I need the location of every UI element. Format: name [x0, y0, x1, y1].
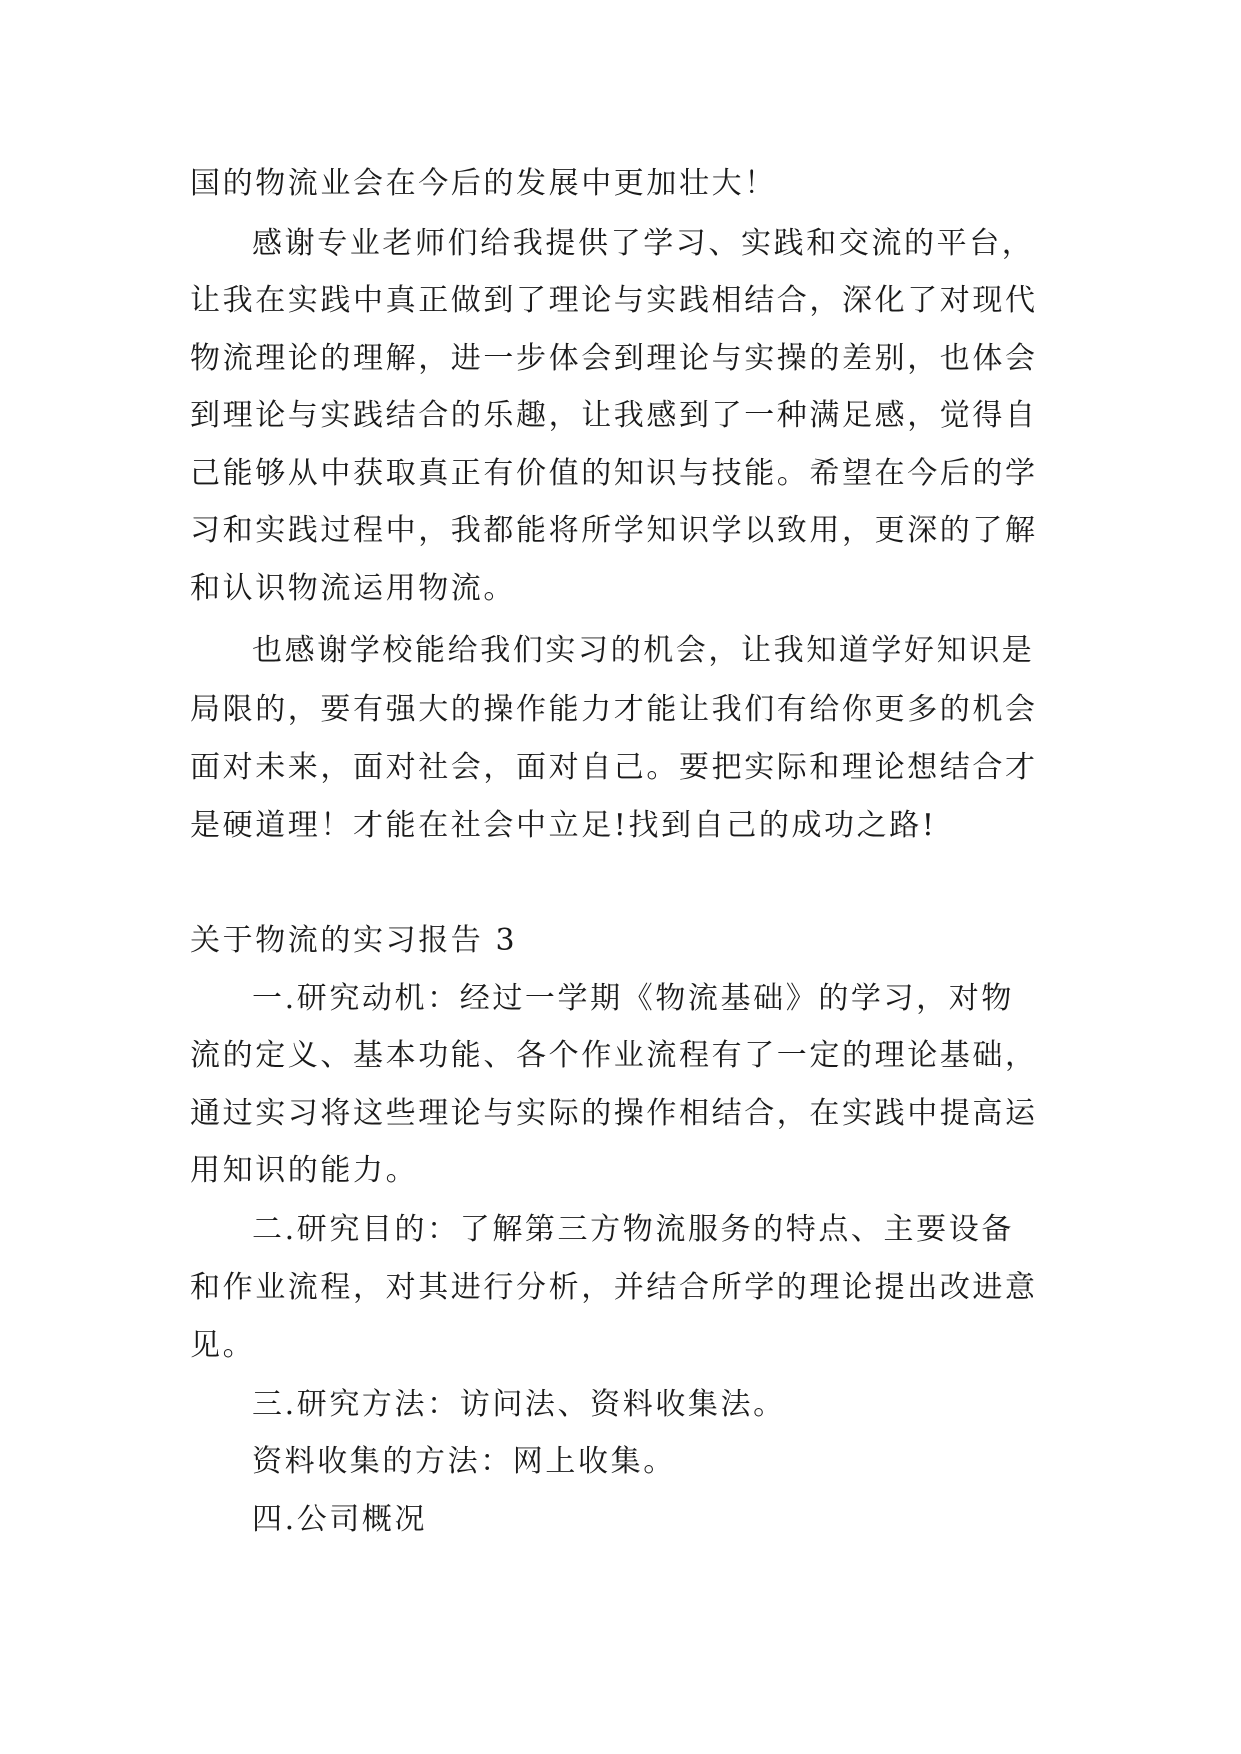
paragraph-line: 面对未来，面对社会，面对自己。要把实际和理论想结合才 [190, 750, 1038, 785]
paragraph-line: 物流理论的理解，进一步体会到理论与实操的差别，也体会 [190, 341, 1038, 376]
paragraph-line: 局限的，要有强大的操作能力才能让我们有给你更多的机会 [190, 692, 1038, 727]
section-heading: 关于物流的实习报告 3 [190, 923, 518, 958]
paragraph-line: 习和实践过程中，我都能将所学知识学以致用，更深的了解 [190, 513, 1038, 548]
paragraph-line: 国的物流业会在今后的发展中更加壮大！ [190, 166, 777, 201]
paragraph-line: 见。 [190, 1328, 256, 1363]
paragraph-line: 流的定义、基本功能、各个作业流程有了一定的理论基础， [190, 1038, 1038, 1073]
paragraph-line: 也感谢学校能给我们实习的机会，让我知道学好知识是 [252, 633, 1035, 668]
paragraph-line: 和认识物流运用物流。 [190, 571, 516, 606]
paragraph-line: 三.研究方法：访问法、资料收集法。 [252, 1387, 786, 1422]
paragraph-line: 资料收集的方法：网上收集。 [252, 1444, 676, 1479]
paragraph-line: 一.研究动机：经过一学期《物流基础》的学习，对物 [252, 981, 1014, 1016]
paragraph-line: 是硬道理！才能在社会中立足!找到自己的成功之路! [190, 808, 937, 843]
paragraph-line: 感谢专业老师们给我提供了学习、实践和交流的平台， [252, 226, 1035, 261]
paragraph-line: 己能够从中获取真正有价值的知识与技能。希望在今后的学 [190, 456, 1038, 491]
paragraph-line: 和作业流程，对其进行分析，并结合所学的理论提出改进意 [190, 1270, 1038, 1305]
paragraph-line: 到理论与实践结合的乐趣，让我感到了一种满足感，觉得自 [190, 398, 1038, 433]
paragraph-line: 二.研究目的：了解第三方物流服务的特点、主要设备 [252, 1212, 1014, 1247]
paragraph-line: 通过实习将这些理论与实际的操作相结合，在实践中提高运 [190, 1096, 1038, 1131]
paragraph-line: 四.公司概况 [252, 1502, 428, 1537]
paragraph-line: 让我在实践中真正做到了理论与实践相结合，深化了对现代 [190, 283, 1038, 318]
paragraph-line: 用知识的能力。 [190, 1153, 419, 1188]
